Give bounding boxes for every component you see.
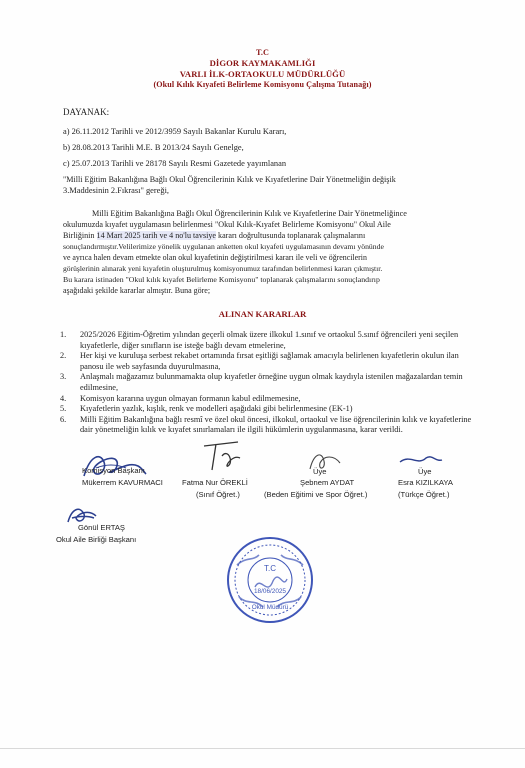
- signature-label-member-3: Üye: [313, 467, 327, 476]
- body-line-2: okulumuzda kıyafet uygulamasın belirlenmesi "Okul Kılık-Kıyafet Belirleme Komisyonu" Okul Aile: [63, 220, 391, 229]
- decision-item: 5. Kıyafetlerin yazlık, kışlık, renk ve modelleri aşağıdaki gibi belirlenmesine (EK-1): [60, 404, 353, 414]
- body-line-4: sonuçlandırmıştır.Velilerimize yönelik uygulanan anketten okul kıyafeti uygulamasının devamı yönünde: [63, 242, 384, 251]
- body-line-3-end: kararı doğrultusunda toplanarak çalışmalarını: [216, 231, 366, 240]
- highlighted-date: 14 Mart 2025 tarih ve 4 no'lu tavsiye: [96, 231, 216, 240]
- dayanak-item-a: a) 26.11.2012 Tarihli ve 2012/3959 Sayılı Bakanlar Kurulu Kararı,: [63, 127, 287, 136]
- seal-date: 18/06/2025: [254, 588, 286, 595]
- decision-item: 2. Her kişi ve kuruluşa serbest rekabet ortamında fırsat eşitliği sağlamak amacıyla belirlenen kıyafetlerin okulun ilan panosu ile web sayfasında duyurulmasına,: [60, 351, 459, 371]
- signature-role-chair: Komisyon Başkanı: [82, 466, 145, 475]
- header-subtitle: (Okul Kılık Kıyafeti Belirleme Komisyonu Çalışma Tutanağı): [153, 80, 372, 89]
- decision-item: 1. 2025/2026 Eğitim-Öğretim yılından geçerli olmak üzere ilkokul 1.sınıf ve ortaokul 5.sınıf öğrencileri yeni seçilen kıyafetlerle, diğer sınıfların ise isteğe bağlı devam etmelerine,: [60, 330, 459, 350]
- body-line-1: Milli Eğitim Bakanlığına Bağlı Okul Öğrencilerinin Kılık ve Kıyafetlerine Dair Yönetmeliğince: [92, 209, 407, 218]
- signature-scribble-2: [198, 436, 248, 476]
- body-line-6: görüşlerinin alınarak yeni kıyafetin oluşturulmuş komisyonumuz tarafından belirlenmesi kararı çıkmıştır.: [63, 264, 383, 273]
- decision-item: 3. Anlaşmalı mağazamız bulunmamakta olup kıyafetler örneğine uygun olmak kaydıyla istenilen mağazalardan temin edilmesine,: [60, 372, 463, 392]
- signature-name-member-3: Şebnem AYDAT: [300, 478, 355, 487]
- signature-name-parents-association: Gönül ERTAŞ: [78, 523, 125, 532]
- signature-name-chair: Mükerrem KAVURMACI: [82, 478, 163, 487]
- body-line-7: Bu karara istinaden "Okul kılık kıyafet Belirleme Komisyonu" toplanarak çalışmalarını sonuçlandırıp: [63, 275, 380, 284]
- signature-role-member-4: (Türkçe Öğret.): [398, 490, 450, 499]
- signature-role-member-2: (Sınıf Öğret.): [196, 490, 240, 499]
- decisions-list: [60, 330, 480, 436]
- page-bottom-divider: [0, 748, 525, 749]
- dayanak-item-c: c) 25.07.2013 Tarihli ve 28178 Sayılı Resmi Gazetede yayımlanan: [63, 159, 287, 168]
- header-tc: T.C: [255, 48, 270, 57]
- header-school: VARLI İLK-ORTAOKULU MÜDÜRLÜĞÜ: [179, 69, 346, 79]
- decisions-title: ALINAN KARARLAR: [218, 309, 307, 319]
- signature-name-member-4: Esra KIZILKAYA: [398, 478, 454, 487]
- body-line-8: aşağıdaki şekilde kararlar almıştır. Buna göre;: [63, 286, 211, 295]
- body-line-3-start: Birliğinin: [63, 231, 97, 240]
- body-line-5: ve ayrıca halen devam etmekte olan okul kıyafetinin değiştirilmesi kararı ile veli ve öğrencilerin: [63, 253, 367, 262]
- signature-label-member-4: Üye: [418, 467, 432, 476]
- school-seal-stamp: [225, 535, 315, 625]
- dayanak-title: DAYANAK:: [63, 107, 110, 117]
- seal-center: T.C: [264, 564, 276, 573]
- header-district: DİGOR KAYMAKAMLIĞI: [209, 58, 316, 68]
- dayanak-regulation: "Milli Eğitim Bakanlığına Bağlı Okul Öğrencilerinin Kılık ve Kıyafetlerine Dair Yönetmeliğin değişik: [63, 175, 396, 184]
- signature-role-parents-association: Okul Aile Birliği Başkanı: [56, 535, 137, 544]
- signature-role-member-3: (Beden Eğitimi ve Spor Öğret.): [264, 490, 368, 499]
- decision-item: 4. Komisyon kararına uygun olmayan formanın kabul edilmemesine,: [60, 393, 301, 403]
- dayanak-article: 3.Maddesinin 2.Fıkrası" gereği,: [63, 186, 169, 195]
- dayanak-item-b: b) 28.08.2013 Tarihli M.E. B 2013/24 Sayılı Genelge,: [63, 143, 244, 152]
- signature-name-member-2: Fatma Nur ÖREKLİ: [182, 478, 248, 487]
- decision-item: 6. Milli Eğitim Bakanlığına bağlı resmî ve özel okul öncesi, ilkokul, ortaokul ve lise öğrencilerinin kılık ve kıyafetlerine dair yönetmeliğin kılık ve kıyafet sınırlamaları ile ilgili hükümlerin uygulanmasına, karar verildi.: [60, 414, 472, 435]
- body-line-3: [63, 230, 365, 241]
- seal-label: Okul Müdürü: [251, 604, 289, 611]
